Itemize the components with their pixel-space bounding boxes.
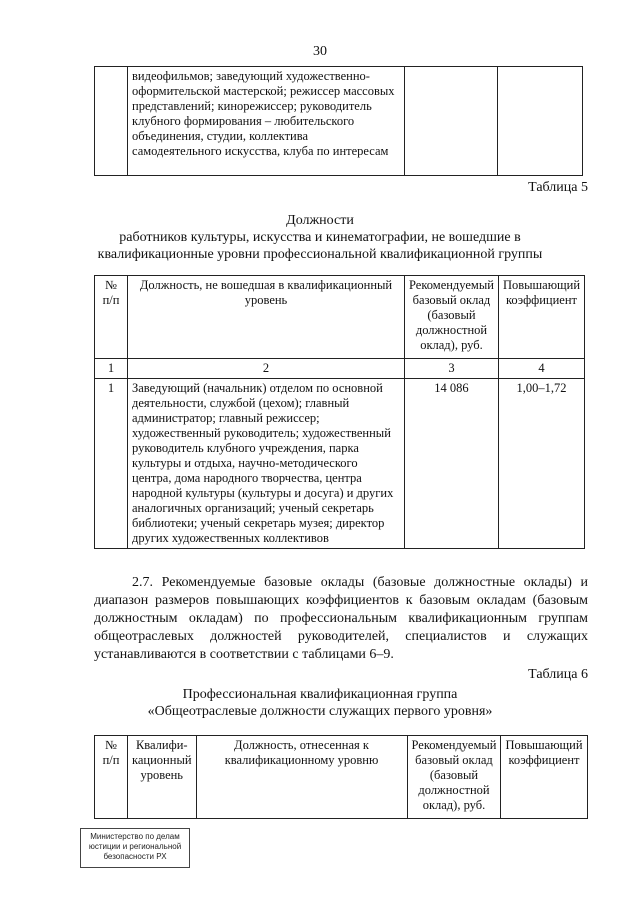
table5-header-row — [95, 276, 585, 359]
table5-colnum: 4 — [498, 359, 584, 379]
table6-label: Таблица 6 — [528, 667, 588, 682]
table6 — [94, 735, 588, 819]
stamp-line: юстиции и региональной — [88, 842, 182, 851]
table5-colnum: 1 — [95, 359, 128, 379]
table5-colnum: 3 — [405, 359, 499, 379]
table5-title-line3: квалификационные уровни профессиональной квалификационной группы — [97, 247, 543, 262]
table6-header-salary: Рекомендуемый базовый оклад (базовый должностной оклад), руб. — [407, 736, 501, 819]
table6-header-row — [95, 736, 588, 819]
continued-table — [94, 66, 583, 176]
table5-label: Таблица 5 — [528, 180, 588, 195]
table5 — [94, 275, 585, 549]
row-position: Заведующий (начальник) отделом по основной деятельности, службой (цехом); главный администратор; главный режиссер; художественный руководитель; художественный руководитель клубного учреждения, парка культуры и отдыха, научно-методического центра, дома народного творчества, центра народной культуры (культуры и досуга) и других аналогичных организаций; ученый секретарь библиотеки; ученый секретарь музея; директор других художественных коллективов — [128, 379, 405, 549]
paragraph-2-7: 2.7. Рекомендуемые базовые оклады (базовые должностные оклады) и диапазон размеров повышающих коэффициентов к базовым окладам (базовым должностным окладам) по профессиональным квалификационным группам общеотраслевых должностей руководителей, специалистов и служащих устанавливаются в соответствии с таблицами 6–9. — [94, 575, 588, 662]
table5-header-position: Должность, не вошедшая в квалификационный уровень — [128, 276, 405, 359]
stamp-line: Министерство по делам — [90, 832, 180, 841]
table6-header-coef: Повышающий коэффициент — [501, 736, 587, 819]
stamp-line: безопасности РХ — [103, 852, 167, 861]
page-number: 30 — [313, 44, 327, 59]
table5-colnum-row — [95, 359, 585, 379]
table5-title-line1: Должности — [286, 213, 354, 228]
table5-header-coef: Повышающий коэффициент — [498, 276, 584, 359]
table6-header-level: Квалифи-кационный уровень — [128, 736, 197, 819]
continued-position-cell: видеофильмов; заведующий художественно-оформительской мастерской; режиссер массовых представлений; кинорежиссер; руководитель клубного формирования – любительского объединения, студии, коллектива самодеятельного искусства, клуба по интересам — [128, 67, 405, 176]
table5-title-line2: работников культуры, искусства и кинематографии, не вошедшие в — [119, 230, 521, 245]
table6-header-num: № п/п — [95, 736, 128, 819]
table6-header-position: Должность, отнесенная к квалификационному уровню — [196, 736, 407, 819]
table5-header-salary: Рекомендуемый базовый оклад (базовый должностной оклад), руб. — [405, 276, 499, 359]
table5-header-num: № п/п — [95, 276, 128, 359]
row-num: 1 — [95, 379, 128, 549]
table-row — [95, 379, 585, 549]
table6-title-line1: Профессиональная квалификационная группа — [182, 687, 458, 702]
table6-title-line2: «Общеотраслевые должности служащих первого уровня» — [147, 704, 493, 719]
row-coef: 1,00–1,72 — [498, 379, 584, 549]
row-salary: 14 086 — [405, 379, 499, 549]
table5-colnum: 2 — [128, 359, 405, 379]
registration-stamp — [80, 828, 190, 868]
